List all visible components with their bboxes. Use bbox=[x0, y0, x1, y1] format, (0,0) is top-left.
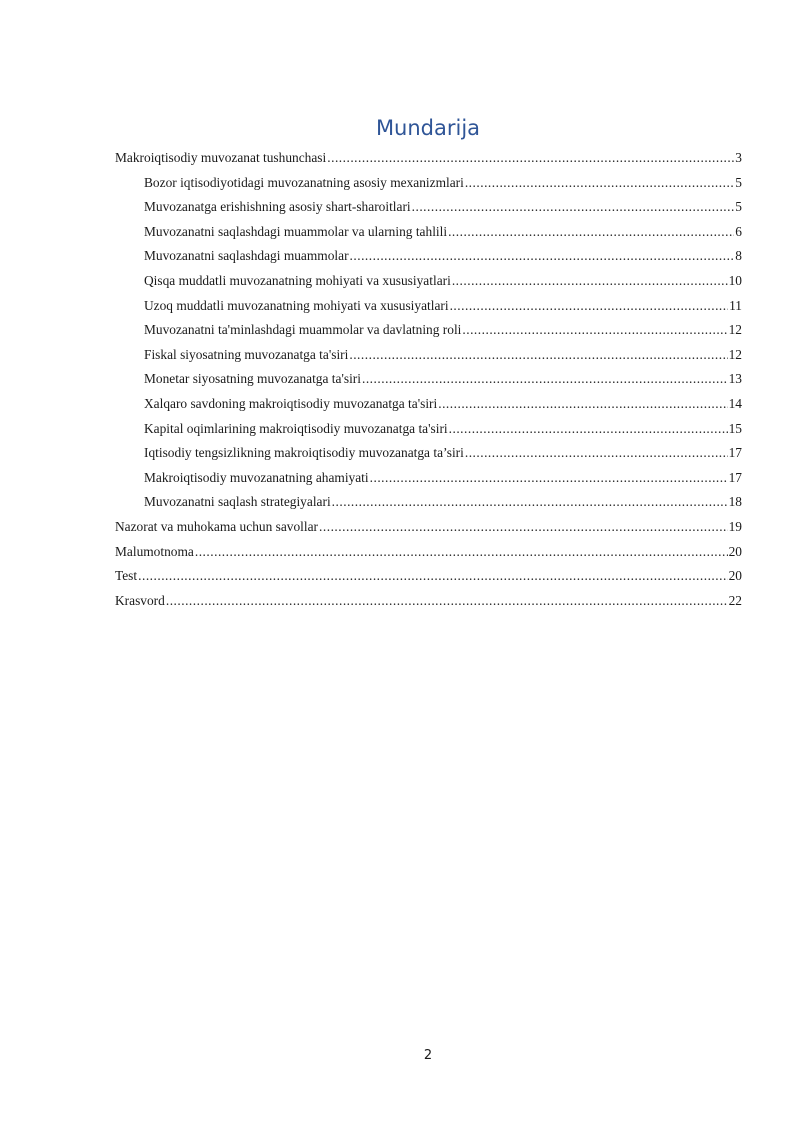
toc-entry-page-number: 18 bbox=[728, 494, 742, 510]
toc-entry-label[interactable]: Muvozanatni saqlashdagi muammolar va ularning tahlili bbox=[144, 223, 448, 239]
toc-entry-label[interactable]: Makroiqtisodiy muvozanatning ahamiyati bbox=[144, 469, 369, 485]
toc-entry-page-number: 8 bbox=[735, 248, 742, 264]
toc-dot-leader bbox=[462, 321, 727, 339]
toc-dot-leader bbox=[450, 297, 729, 315]
toc-entry-row bbox=[144, 321, 742, 339]
toc-entry-page-number: 12 bbox=[728, 346, 742, 362]
toc-dot-leader bbox=[332, 493, 728, 511]
toc-entry-row bbox=[144, 420, 742, 438]
toc-entry[interactable] bbox=[115, 589, 742, 614]
toc-dot-leader bbox=[166, 592, 728, 610]
toc-dot-leader bbox=[449, 420, 728, 438]
toc-entry[interactable] bbox=[115, 564, 742, 589]
toc-entry-label[interactable]: Muvozanatni saqlashdagi muammolar bbox=[144, 248, 349, 264]
toc-dot-leader bbox=[448, 223, 734, 241]
toc-entry-label[interactable]: Uzoq muddatli muvozanatning mohiyati va xususiyatlari bbox=[144, 297, 449, 313]
toc-entry-label[interactable]: Bozor iqtisodiyotidagi muvozanatning asosiy mexanizmlari bbox=[144, 174, 464, 190]
toc-dot-leader bbox=[138, 567, 727, 585]
page-number: 2 bbox=[423, 1048, 433, 1063]
toc-entry-row bbox=[144, 297, 742, 315]
toc-dot-leader bbox=[319, 518, 728, 536]
toc-entry-row bbox=[144, 493, 742, 511]
toc-entry-label[interactable]: Malumotnoma bbox=[115, 543, 194, 559]
toc-dot-leader bbox=[195, 543, 728, 561]
toc-entry-page-number: 12 bbox=[728, 322, 742, 338]
toc-entry[interactable] bbox=[115, 515, 742, 540]
toc-entry[interactable] bbox=[115, 343, 742, 368]
toc-entry[interactable] bbox=[115, 490, 742, 515]
toc-entry-row bbox=[144, 272, 742, 290]
toc-entry[interactable] bbox=[115, 244, 742, 269]
toc-entry-label[interactable]: Muvozanatni ta'minlashdagi muammolar va davlatning roli bbox=[144, 322, 462, 338]
toc-entry[interactable] bbox=[115, 171, 742, 196]
toc-entry[interactable] bbox=[115, 417, 742, 442]
toc-entry-page-number: 13 bbox=[728, 371, 742, 387]
toc-entry-label[interactable]: Nazorat va muhokama uchun savollar bbox=[115, 518, 319, 534]
toc-entry-page-number: 14 bbox=[728, 395, 742, 411]
toc-dot-leader bbox=[465, 444, 728, 462]
toc-entry[interactable] bbox=[115, 195, 742, 220]
toc-entry-page-number: 11 bbox=[729, 297, 742, 313]
toc-entry-page-number: 5 bbox=[735, 174, 742, 190]
toc-title: Mundarija bbox=[375, 116, 481, 140]
toc-entry-label[interactable]: Test bbox=[115, 568, 138, 584]
toc-entry-row bbox=[115, 518, 742, 536]
toc-entry-label[interactable]: Fiskal siyosatning muvozanatga ta'siri bbox=[144, 346, 349, 362]
toc-entry-label[interactable]: Monetar siyosatning muvozanatga ta'siri bbox=[144, 371, 361, 387]
toc-entry-label[interactable]: Makroiqtisodiy muvozanat tushunchasi bbox=[115, 150, 327, 165]
toc-entry-row bbox=[115, 567, 742, 585]
toc-dot-leader bbox=[370, 469, 728, 487]
toc-entry-page-number: 15 bbox=[728, 420, 742, 436]
toc-entry-page-number: 17 bbox=[728, 469, 742, 485]
toc-entry-row bbox=[144, 370, 742, 388]
toc-entry[interactable] bbox=[115, 220, 742, 245]
toc-entry-row bbox=[144, 444, 742, 462]
toc-entry-label[interactable]: Xalqaro savdoning makroiqtisodiy muvozanatga ta'siri bbox=[144, 395, 438, 411]
toc-entry-page-number: 6 bbox=[735, 223, 742, 239]
toc-entry-label[interactable]: Iqtisodiy tengsizlikning makroiqtisodiy muvozanatga ta’siri bbox=[144, 445, 464, 461]
toc-dot-leader bbox=[362, 370, 728, 388]
toc-entry-row bbox=[115, 149, 742, 167]
toc-entry[interactable] bbox=[115, 294, 742, 319]
toc-entry[interactable] bbox=[115, 269, 742, 294]
toc-entry[interactable] bbox=[115, 466, 742, 491]
toc-entry[interactable] bbox=[115, 540, 742, 565]
toc-entry-page-number: 10 bbox=[728, 272, 742, 288]
toc-entry-row bbox=[144, 223, 742, 241]
toc-entry-row bbox=[144, 198, 742, 216]
toc-entry[interactable] bbox=[115, 146, 742, 171]
toc-entry-label[interactable]: Krasvord bbox=[115, 592, 165, 608]
toc-entry[interactable] bbox=[115, 441, 742, 466]
toc-entry-row bbox=[144, 395, 742, 413]
toc-entry-page-number: 20 bbox=[728, 568, 742, 584]
toc-dot-leader bbox=[327, 149, 734, 167]
toc-entry-label[interactable]: Muvozanatni saqlash strategiyalari bbox=[144, 494, 331, 510]
toc-entry-row bbox=[144, 346, 742, 364]
toc-entry-label[interactable]: Kapital oqimlarining makroiqtisodiy muvozanatga ta'siri bbox=[144, 420, 448, 436]
toc-entry[interactable] bbox=[115, 367, 742, 392]
toc-dot-leader bbox=[349, 346, 727, 364]
toc-entry-row bbox=[144, 469, 742, 487]
toc-entry-row bbox=[144, 247, 742, 265]
toc-entry[interactable] bbox=[115, 392, 742, 417]
toc-entry-label[interactable]: Qisqa muddatli muvozanatning mohiyati va xususiyatlari bbox=[144, 272, 451, 288]
toc-dot-leader bbox=[452, 272, 728, 290]
toc-entry-label[interactable]: Muvozanatga erishishning asosiy shart-sharoitlari bbox=[144, 199, 411, 215]
toc-dot-leader bbox=[350, 247, 735, 265]
toc-entry-page-number: 17 bbox=[728, 445, 742, 461]
toc-entry-page-number: 3 bbox=[735, 150, 742, 165]
toc-entry-page-number: 5 bbox=[735, 199, 742, 215]
toc-entry[interactable] bbox=[115, 318, 742, 343]
toc-entry-row bbox=[144, 174, 742, 192]
table-of-contents bbox=[115, 146, 742, 613]
toc-entry-page-number: 22 bbox=[728, 592, 742, 608]
toc-entry-page-number: 19 bbox=[728, 518, 742, 534]
toc-entry-page-number: 20 bbox=[728, 543, 742, 559]
toc-dot-leader bbox=[465, 174, 734, 192]
toc-dot-leader bbox=[412, 198, 735, 216]
toc-entry-row bbox=[115, 592, 742, 610]
toc-entry-row bbox=[115, 543, 742, 561]
toc-dot-leader bbox=[438, 395, 727, 413]
